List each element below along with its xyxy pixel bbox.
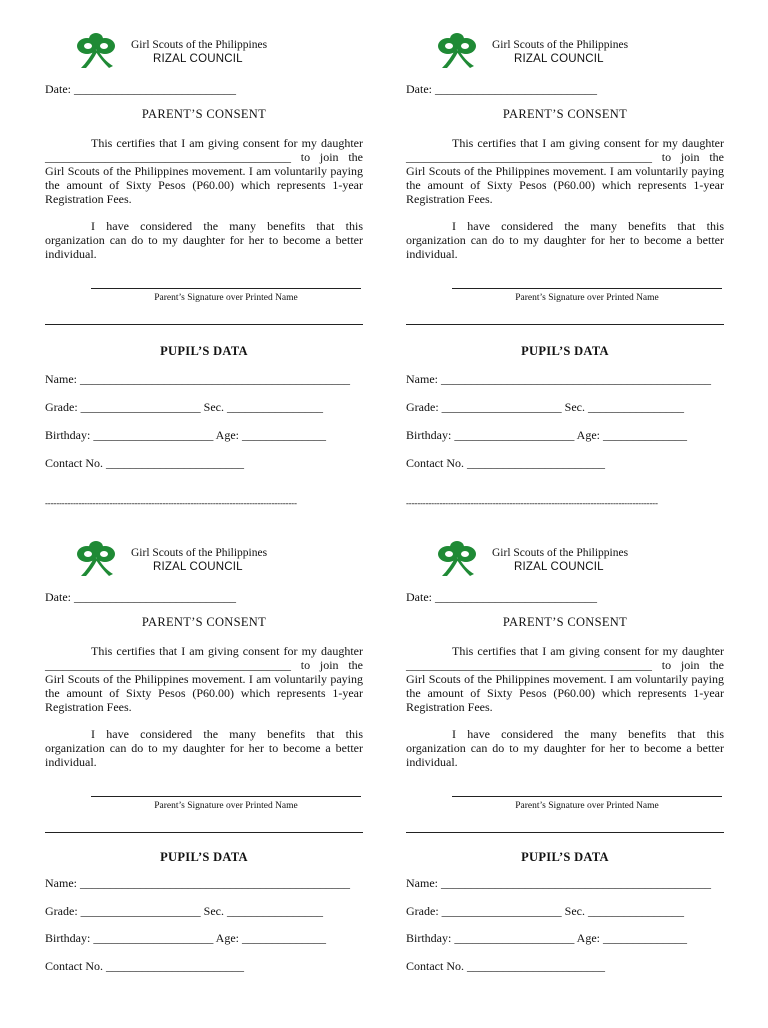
section-divider bbox=[406, 324, 724, 325]
trefoil-logo-icon bbox=[67, 540, 125, 580]
name-field[interactable]: Name: _____________________________________________ bbox=[45, 372, 350, 386]
consent-paragraph-1 bbox=[406, 644, 724, 714]
contact-field[interactable]: Contact No. _______________________ bbox=[406, 456, 605, 470]
grade-section-field[interactable]: Grade: ____________________ Sec. ________________ bbox=[45, 400, 323, 414]
org-name: Girl Scouts of the Philippines bbox=[131, 39, 268, 51]
signature-label: Parent’s Signature over Printed Name bbox=[154, 801, 298, 811]
cut-line: ------------------------------------------------------------------------------------------ bbox=[406, 498, 658, 508]
grade-section-field[interactable]: Grade: ____________________ Sec. ________________ bbox=[45, 904, 323, 918]
consent-paragraph-1-text: This certifies that I am giving consent for my daughter _________________________________________ to join the Girl Scouts of the Philippines movement. I am voluntarily paying the amount of Sixty Pesos (P60.00) which represents 1-year Registration Fees. bbox=[45, 644, 363, 714]
consent-form-bottom-right bbox=[406, 538, 724, 1028]
council-name: RIZAL COUNCIL bbox=[153, 561, 243, 573]
consent-paragraph-2-text: I have considered the many benefits that this organization can do to my daughter for her to become a better individual. bbox=[406, 219, 724, 261]
signature-line[interactable] bbox=[452, 288, 722, 289]
consent-title: PARENT’S CONSENT bbox=[141, 107, 267, 121]
name-field[interactable]: Name: _____________________________________________ bbox=[45, 876, 350, 890]
consent-paragraph-1-text: This certifies that I am giving consent for my daughter _________________________________________ to join the Girl Scouts of the Philippines movement. I am voluntarily paying the amount of Sixty Pesos (P60.00) which represents 1-year Registration Fees. bbox=[406, 644, 724, 714]
name-field[interactable]: Name: _____________________________________________ bbox=[406, 876, 711, 890]
consent-paragraph-1-text: This certifies that I am giving consent for my daughter _________________________________________ to join the Girl Scouts of the Philippines movement. I am voluntarily paying the amount of Sixty Pesos (P60.00) which represents 1-year Registration Fees. bbox=[406, 136, 724, 206]
signature-label: Parent’s Signature over Printed Name bbox=[154, 293, 298, 303]
org-name: Girl Scouts of the Philippines bbox=[492, 547, 629, 559]
date-field[interactable]: Date: ___________________________ bbox=[45, 590, 236, 604]
date-field[interactable]: Date: ___________________________ bbox=[45, 82, 236, 96]
consent-title: PARENT’S CONSENT bbox=[502, 615, 628, 629]
consent-paragraph-2-text: I have considered the many benefits that this organization can do to my daughter for her to become a better individual. bbox=[406, 727, 724, 769]
consent-paragraph-2 bbox=[45, 727, 363, 769]
section-divider bbox=[45, 832, 363, 833]
consent-paragraph-2 bbox=[406, 727, 724, 769]
consent-paragraph-1 bbox=[45, 136, 363, 206]
org-name: Girl Scouts of the Philippines bbox=[492, 39, 629, 51]
consent-paragraph-2 bbox=[406, 219, 724, 261]
cut-line: ------------------------------------------------------------------------------------------ bbox=[45, 498, 297, 508]
signature-line[interactable] bbox=[452, 796, 722, 797]
pupil-data-title: PUPIL’S DATA bbox=[521, 344, 609, 358]
birthday-age-field[interactable]: Birthday: ____________________ Age: ______________ bbox=[45, 428, 326, 442]
birthday-age-field[interactable]: Birthday: ____________________ Age: ______________ bbox=[406, 428, 687, 442]
council-name: RIZAL COUNCIL bbox=[153, 53, 243, 65]
name-field[interactable]: Name: _____________________________________________ bbox=[406, 372, 711, 386]
birthday-age-field[interactable]: Birthday: ____________________ Age: ______________ bbox=[45, 931, 326, 945]
consent-paragraph-1 bbox=[406, 136, 724, 206]
birthday-age-field[interactable]: Birthday: ____________________ Age: ______________ bbox=[406, 931, 687, 945]
council-name: RIZAL COUNCIL bbox=[514, 53, 604, 65]
consent-paragraph-2-text: I have considered the many benefits that this organization can do to my daughter for her to become a better individual. bbox=[45, 727, 363, 769]
pupil-data-title: PUPIL’S DATA bbox=[521, 850, 609, 864]
consent-form-top-left bbox=[45, 30, 363, 520]
trefoil-logo-icon bbox=[428, 32, 486, 72]
contact-field[interactable]: Contact No. _______________________ bbox=[406, 959, 605, 973]
grade-section-field[interactable]: Grade: ____________________ Sec. ________________ bbox=[406, 904, 684, 918]
trefoil-logo-icon bbox=[67, 32, 125, 72]
consent-form-bottom-left bbox=[45, 538, 363, 1028]
contact-field[interactable]: Contact No. _______________________ bbox=[45, 959, 244, 973]
consent-paragraph-2 bbox=[45, 219, 363, 261]
section-divider bbox=[45, 324, 363, 325]
date-field[interactable]: Date: ___________________________ bbox=[406, 82, 597, 96]
consent-form-top-right bbox=[406, 30, 724, 520]
signature-label: Parent’s Signature over Printed Name bbox=[515, 801, 659, 811]
pupil-data-title: PUPIL’S DATA bbox=[160, 344, 248, 358]
trefoil-logo-icon bbox=[428, 540, 486, 580]
consent-paragraph-1-text: This certifies that I am giving consent for my daughter _________________________________________ to join the Girl Scouts of the Philippines movement. I am voluntarily paying the amount of Sixty Pesos (P60.00) which represents 1-year Registration Fees. bbox=[45, 136, 363, 206]
grade-section-field[interactable]: Grade: ____________________ Sec. ________________ bbox=[406, 400, 684, 414]
signature-line[interactable] bbox=[91, 796, 361, 797]
pupil-data-title: PUPIL’S DATA bbox=[160, 850, 248, 864]
section-divider bbox=[406, 832, 724, 833]
contact-field[interactable]: Contact No. _______________________ bbox=[45, 456, 244, 470]
org-name: Girl Scouts of the Philippines bbox=[131, 547, 268, 559]
signature-label: Parent’s Signature over Printed Name bbox=[515, 293, 659, 303]
signature-line[interactable] bbox=[91, 288, 361, 289]
consent-paragraph-2-text: I have considered the many benefits that this organization can do to my daughter for her to become a better individual. bbox=[45, 219, 363, 261]
consent-paragraph-1 bbox=[45, 644, 363, 714]
consent-title: PARENT’S CONSENT bbox=[502, 107, 628, 121]
date-field[interactable]: Date: ___________________________ bbox=[406, 590, 597, 604]
council-name: RIZAL COUNCIL bbox=[514, 561, 604, 573]
consent-title: PARENT’S CONSENT bbox=[141, 615, 267, 629]
